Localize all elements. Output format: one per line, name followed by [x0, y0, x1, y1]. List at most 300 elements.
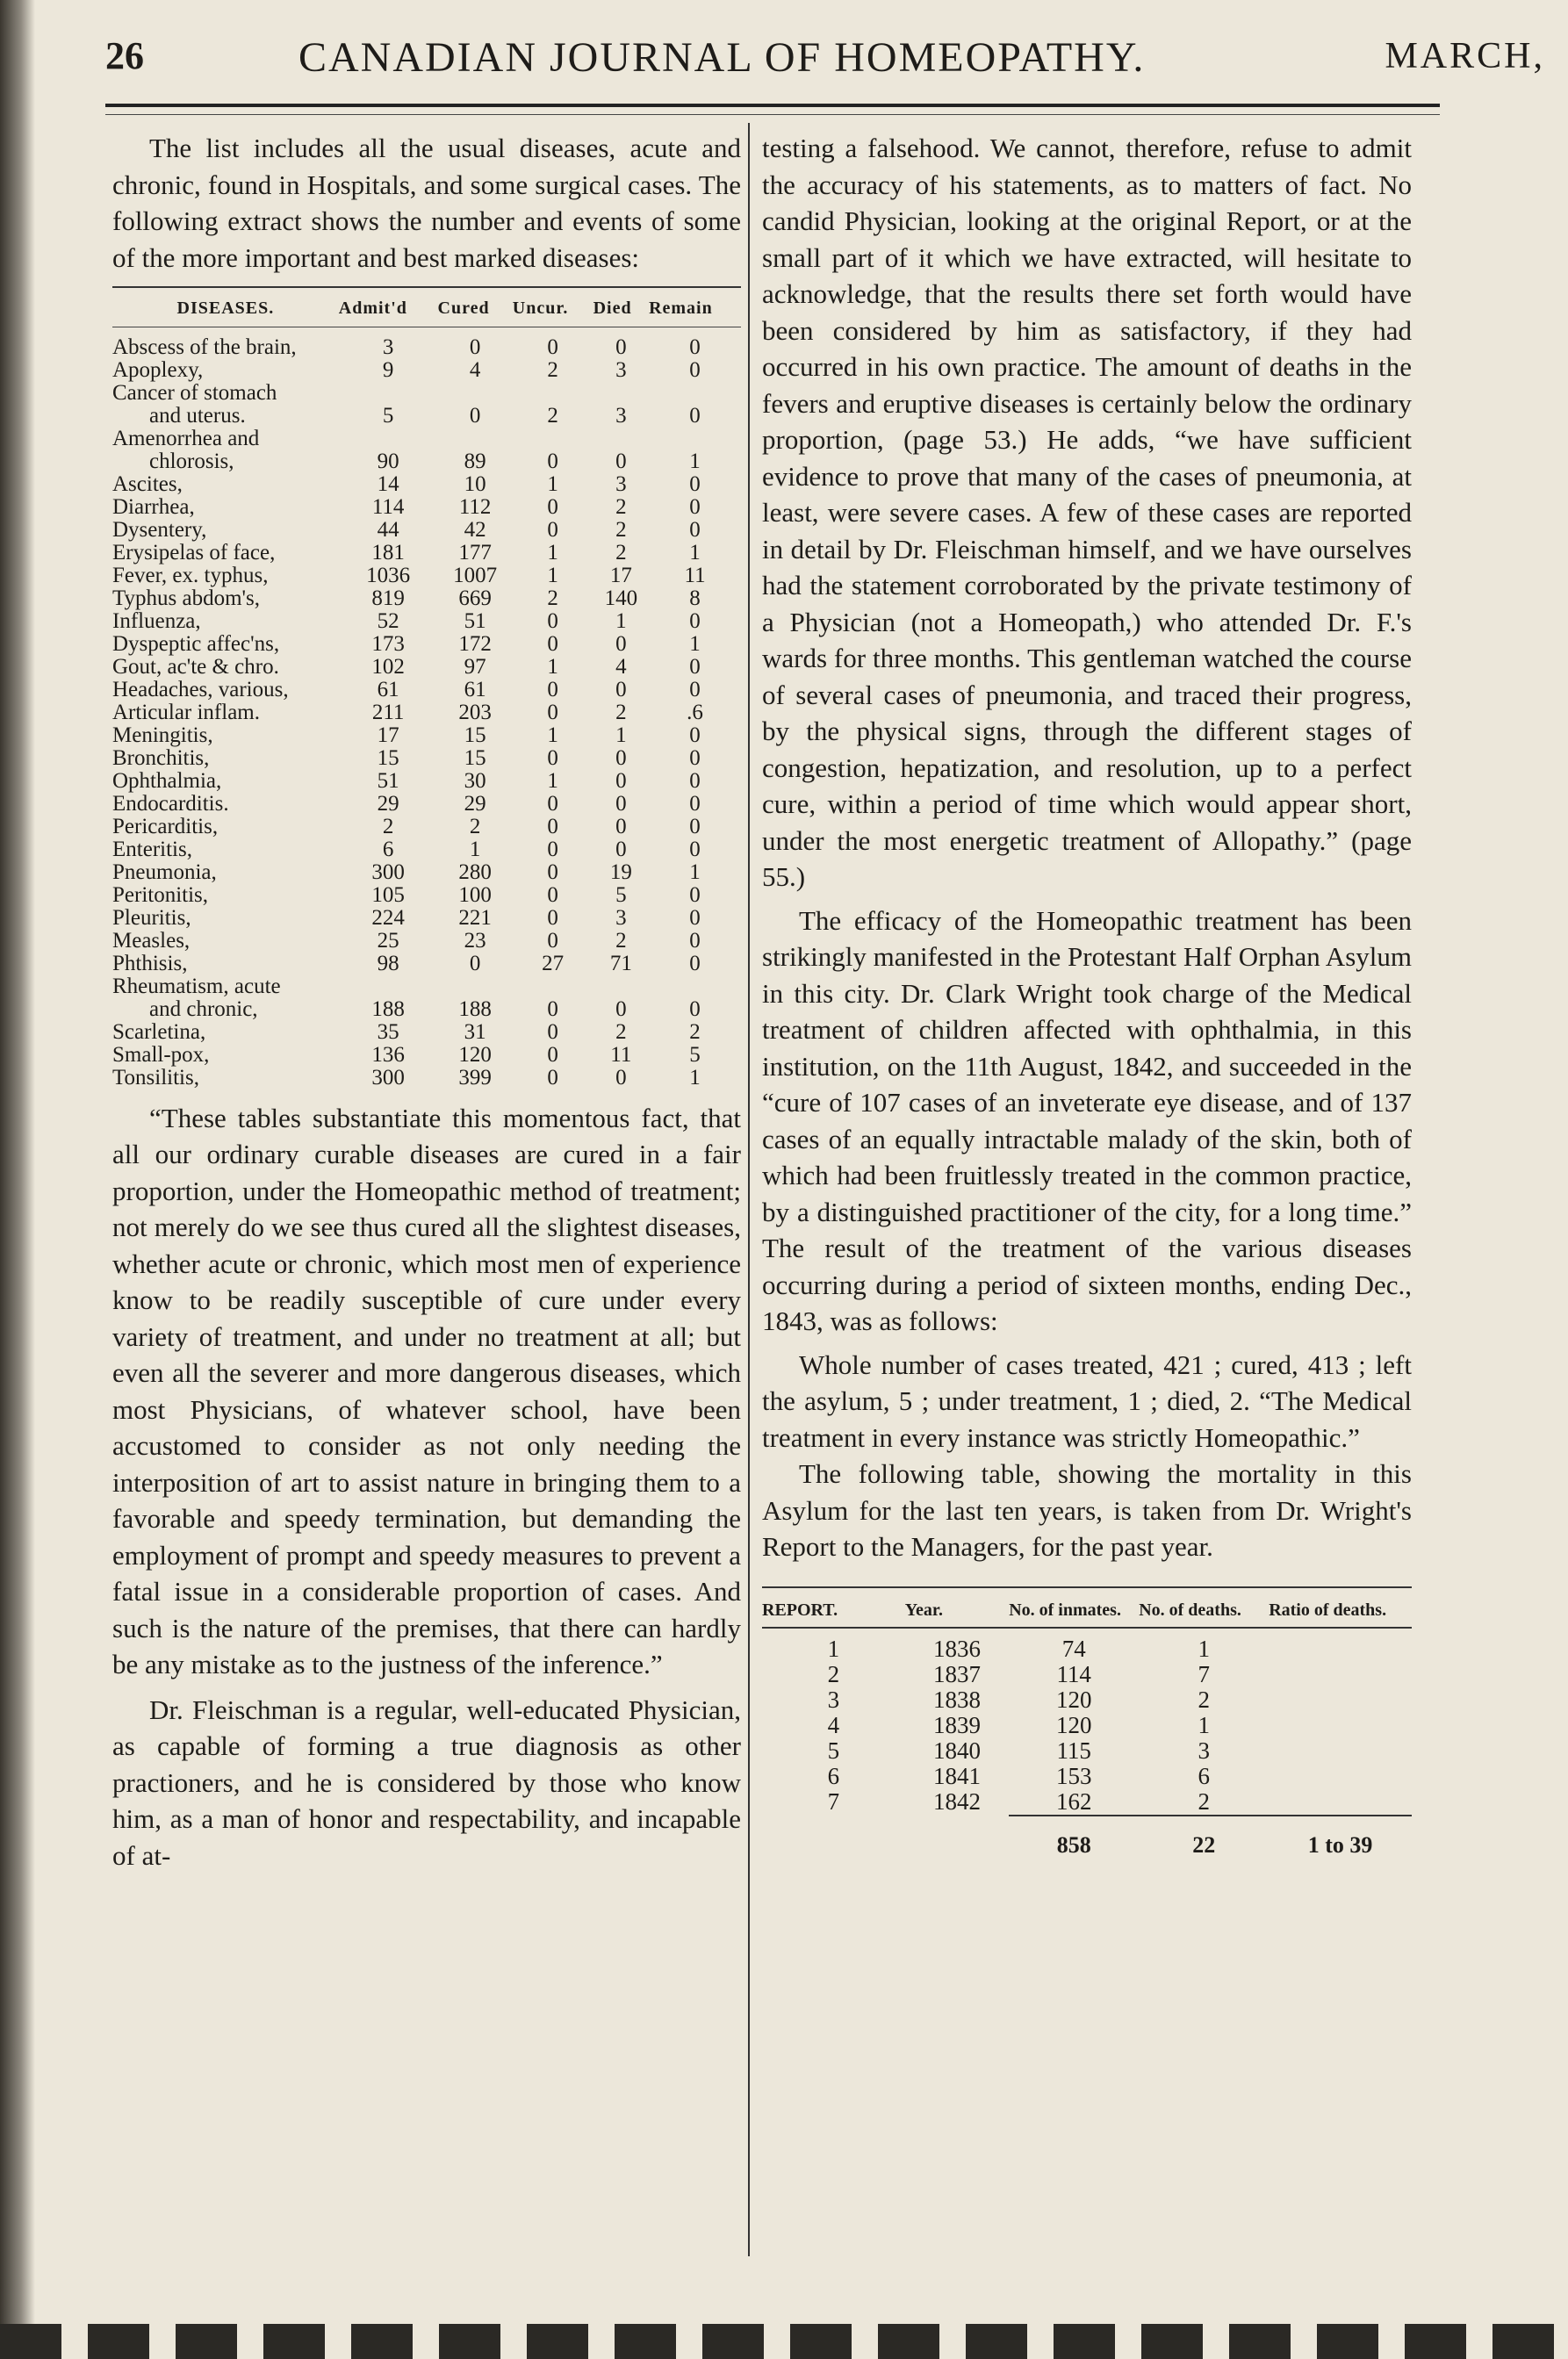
cell-cured: 0 — [469, 951, 481, 975]
cell-uncured: 1 — [547, 654, 558, 679]
report-header-row — [762, 1592, 1412, 1628]
left-column — [112, 130, 741, 1874]
col-header-report: REPORT. — [762, 1592, 905, 1628]
table-row — [112, 519, 741, 542]
cell-admitted: 90 — [377, 449, 399, 473]
cell-died: 1 — [615, 723, 627, 747]
cell-died: 0 — [615, 677, 627, 701]
cell-remain: 0 — [689, 677, 701, 701]
cell-name: Pneumonia, — [112, 859, 217, 884]
cell-admitted: 102 — [371, 654, 405, 679]
diseases-table — [112, 291, 741, 1090]
cell-name: Erysipelas of face, — [112, 540, 276, 565]
col-header-died: Died — [593, 291, 650, 327]
cell-died: 0 — [615, 334, 627, 359]
cell-name: Fever, ex. typhus, — [112, 563, 269, 587]
table-row — [112, 496, 741, 519]
column-divider — [748, 123, 750, 2256]
cell-died: 3 — [615, 471, 627, 496]
cell-uncured: 0 — [547, 608, 558, 633]
cell-cured — [438, 428, 513, 450]
cell-remain: 1 — [689, 859, 701, 884]
cell-died: 0 — [615, 768, 627, 793]
cell-remain: 0 — [689, 357, 701, 382]
cell-remain: 8 — [689, 586, 701, 610]
col-header-deaths: No. of deaths. — [1139, 1592, 1269, 1628]
cell-name: Apoplexy, — [112, 357, 204, 382]
table-row — [112, 610, 741, 633]
cell-died — [593, 428, 650, 450]
total-inmates: 858 — [1009, 1816, 1139, 1858]
cell-died: 0 — [615, 791, 627, 816]
cell-admitted: 300 — [371, 859, 405, 884]
cell-name: Ophthalmia, — [112, 768, 222, 793]
cell-uncured — [513, 975, 593, 998]
cell-remain: 0 — [689, 882, 701, 907]
cell-uncured: 0 — [547, 996, 558, 1021]
cell-deaths: 1 — [1198, 1711, 1210, 1738]
cell-admitted: 105 — [371, 882, 405, 907]
cell-remain: 2 — [689, 1019, 701, 1044]
cell-admitted — [339, 428, 438, 450]
cell-admitted: 5 — [382, 403, 394, 428]
cell-name: Typhus abdom's, — [112, 586, 261, 610]
quote-paragraph: “These tables substantiate this momentous fact, that all our ordinary curable diseases are cured in a fair proportion, under the Homeopathic method of treatment; not merely do we see thus cured all the slightest diseases, whether acute or chronic, which most men of experience know to be readily susceptible of cure under every variety of treatment, and under no treatment at all; but even all the severer and more dangerous diseases, which most Physicians, of whatever school, have been accustomed to consider as not only needing the interposition of art to assist nature in bringing them to a favorable and speedy termination, but demanding the employment of prompt and speedy measures to prevent a fatal issue in a considerable proportion of cases. And such is the nature of the premises, that there can hardly be any mistake as to the justness of the inference.” — [112, 1102, 741, 1679]
cell-cured: 280 — [458, 859, 492, 884]
cell-cured: 203 — [458, 700, 492, 724]
asylum-paragraph: The efficacy of the Homeopathic treatment has been strikingly manifested in the Protestant Half Orphan Asylum in this city. Dr. Clark Wright took charge of the Medical treatment of children affected with ophthalmia, in this institution, on the 11th August, 1842, and succeeded in the “cure of 107 cases of an inveterate eye disease, and of 137 cases of an equally intractable malady of the skin, both of which had been fruitlessly treated in the common practice, by a distinguished practitioner of the city, for a long time.” The result of the treatment of the various diseases occurring during a period of sixteen months, ending Dec., 1843, was as follows: — [762, 904, 1412, 1336]
cell-name: Enteritis, — [112, 837, 192, 861]
cell-name: Pericarditis, — [112, 814, 219, 838]
table-row — [112, 428, 741, 450]
report-row — [762, 1636, 1412, 1662]
cell-cured: 177 — [458, 540, 492, 565]
cell-inmates: 153 — [1055, 1762, 1092, 1789]
cell-inmates: 74 — [1061, 1635, 1086, 1662]
cell-inmates: 115 — [1056, 1737, 1091, 1764]
col-header-cured: Cured — [438, 291, 513, 327]
cell-uncured: 2 — [547, 357, 558, 382]
cell-cured: 1 — [469, 837, 481, 861]
cell-died — [593, 382, 650, 405]
running-header — [105, 33, 1545, 95]
cell-name: Phthisis, — [112, 951, 188, 975]
cell-admitted: 819 — [371, 586, 405, 610]
cell-admitted: 35 — [377, 1019, 399, 1044]
cell-remain: .6 — [687, 700, 703, 724]
cell-uncured: 1 — [547, 723, 558, 747]
cell-cured — [438, 975, 513, 998]
cell-cured: 10 — [464, 471, 486, 496]
cell-uncured: 0 — [547, 494, 558, 519]
cell-died: 140 — [604, 586, 638, 610]
table-row — [112, 679, 741, 701]
cell-remain: 1 — [689, 540, 701, 565]
cell-admitted: 181 — [371, 540, 405, 565]
cell-died: 2 — [615, 700, 627, 724]
cell-remain: 0 — [689, 837, 701, 861]
cell-remain: 1 — [689, 631, 701, 656]
cell-died — [593, 975, 650, 998]
table-top-rule — [112, 286, 741, 288]
col-header-year: Year. — [905, 1592, 1009, 1628]
cell-remain: 0 — [689, 768, 701, 793]
cell-admitted: 173 — [371, 631, 405, 656]
cell-admitted: 17 — [377, 723, 399, 747]
report-row — [762, 1789, 1412, 1816]
cell-name: Abscess of the brain, — [112, 334, 297, 359]
table-header-row — [112, 291, 741, 327]
cell-uncured: 0 — [547, 677, 558, 701]
cell-name: Rheumatism, acute — [112, 974, 281, 998]
cell-inmates: 120 — [1055, 1711, 1092, 1738]
spacer-row — [112, 327, 741, 336]
cell-remain: 0 — [689, 494, 701, 519]
cell-died: 1 — [615, 608, 627, 633]
cell-cured: 669 — [458, 586, 492, 610]
cell-report: 6 — [827, 1762, 840, 1789]
totals-row — [762, 1816, 1412, 1858]
cell-uncured: 27 — [542, 951, 565, 975]
journal-title: CANADIAN JOURNAL OF HOMEOPATHY. — [298, 34, 1146, 81]
cell-remain — [649, 975, 741, 998]
table-row — [112, 1044, 741, 1067]
cell-cured: 112 — [458, 494, 492, 519]
cell-uncured: 0 — [547, 517, 558, 542]
cell-remain: 0 — [689, 791, 701, 816]
cell-year: 1839 — [932, 1711, 981, 1738]
report-table-top-rule — [762, 1586, 1412, 1588]
table-row — [112, 884, 741, 907]
cell-uncured: 0 — [547, 334, 558, 359]
table-row — [112, 656, 741, 679]
col-header-uncured: Uncur. — [513, 291, 593, 327]
cell-died: 17 — [609, 563, 632, 587]
cell-died: 2 — [615, 494, 627, 519]
cell-remain: 0 — [689, 745, 701, 770]
cell-cured: 89 — [464, 449, 486, 473]
table-row — [112, 953, 741, 975]
header-rule-thin — [105, 114, 1440, 115]
cell-deaths: 1 — [1198, 1635, 1210, 1662]
cell-remain: 0 — [689, 905, 701, 930]
fleischman-paragraph: Dr. Fleischman is a regular, well-educated Physician, as capable of forming a true diagnosis as other practioners, and he is considered by those who know him, as a man of honor and respectability, and incapable of at- — [112, 1694, 741, 1871]
cell-remain: 0 — [689, 951, 701, 975]
cell-remain: 0 — [689, 608, 701, 633]
cell-cured: 29 — [464, 791, 486, 816]
mortality-table-body — [762, 1628, 1412, 1816]
cell-cured: 51 — [464, 608, 486, 633]
cell-deaths: 6 — [1198, 1762, 1210, 1789]
cell-name: Measles, — [112, 928, 191, 953]
cell-died: 3 — [615, 905, 627, 930]
cell-uncured: 0 — [547, 631, 558, 656]
cell-admitted: 29 — [377, 791, 399, 816]
report-row — [762, 1662, 1412, 1687]
cell-name: and uterus. — [149, 403, 246, 428]
cell-name: Headaches, various, — [112, 677, 289, 701]
cell-died: 11 — [610, 1042, 632, 1067]
table-row — [112, 450, 741, 473]
cell-uncured: 2 — [547, 586, 558, 610]
cell-cured: 42 — [464, 517, 486, 542]
cell-name: Scarletina, — [112, 1019, 206, 1044]
cell-deaths: 2 — [1198, 1787, 1210, 1815]
cell-admitted: 3 — [382, 334, 394, 359]
cell-name: Gout, ac'te & chro. — [112, 654, 279, 679]
cell-cured: 30 — [464, 768, 486, 793]
cell-name: and chronic, — [149, 996, 258, 1021]
cell-cured: 97 — [464, 654, 486, 679]
cell-name: Peritonitis, — [112, 882, 209, 907]
cell-name: Articular inflam. — [112, 700, 260, 724]
cases-paragraph: Whole number of cases treated, 421 ; cured, 413 ; left the asylum, 5 ; under treatment, 1 ; died, 2. “The Medical treatment in every instance was strictly Homeopathic.” — [762, 1349, 1412, 1453]
continuation-paragraph: testing a falsehood. We cannot, therefore, refuse to admit the accuracy of his statements, as to matters of fact. No candid Physician, looking at the original Report, or at the small part of it which we have extracted, will hesitate to acknowledge, that the results there set forth would have been considered by him as satisfactory, if they had occurred in his own practice. The amount of deaths in the fevers and eruptive diseases is certainly below the ordinary proportion, (page 53.) He adds, “we have sufficient evidence to prove that many of the cases of pneumonia, at least, were severe cases. A few of these cases are reported in detail by Dr. Fleischman himself, and we have ourselves had the statement corroborated by the private testimony of a Physician (not a Homeopath,) who attended Dr. F.'s wards for three months. This gentleman watched the course of several cases of pneumonia, and traced their progress, by the physical signs, through the different stages of congestion, hepatization, and resolution, up to a perfect cure, within a period of time which would appear short, under the most energetic treatment of Allopathy.” (page 55.) — [762, 133, 1412, 892]
cell-died: 0 — [615, 631, 627, 656]
cell-uncured: 1 — [547, 471, 558, 496]
cell-uncured: 0 — [547, 882, 558, 907]
scan-bottom-edge — [0, 2324, 1568, 2359]
cell-admitted: 15 — [377, 745, 399, 770]
table-row — [112, 816, 741, 838]
cell-admitted: 51 — [377, 768, 399, 793]
cell-uncured: 0 — [547, 449, 558, 473]
cell-remain: 0 — [689, 334, 701, 359]
cell-name: Bronchitis, — [112, 745, 210, 770]
intro-paragraph: The list includes all the usual diseases, acute and chronic, found in Hospitals, and some surgical cases. The following extract shows the number and events of some of the more important and best marked diseases: — [112, 133, 741, 273]
table-row — [112, 770, 741, 793]
cell-died: 5 — [615, 882, 627, 907]
table-row — [112, 542, 741, 565]
cell-admitted — [339, 975, 438, 998]
cell-uncured: 0 — [547, 1065, 558, 1090]
cell-remain: 0 — [689, 517, 701, 542]
cell-year: 1837 — [932, 1660, 981, 1687]
cell-uncured: 0 — [547, 1019, 558, 1044]
cell-remain: 0 — [689, 928, 701, 953]
table-row — [112, 998, 741, 1021]
cell-died: 2 — [615, 928, 627, 953]
cell-admitted: 52 — [377, 608, 399, 633]
cell-remain: 11 — [684, 563, 706, 587]
cell-uncured: 0 — [547, 745, 558, 770]
cell-died: 19 — [609, 859, 632, 884]
mortality-table — [762, 1592, 1412, 1858]
cell-admitted: 44 — [377, 517, 399, 542]
cell-remain: 0 — [689, 814, 701, 838]
page-number: 26 — [105, 34, 144, 77]
cell-name: Pleuritis, — [112, 905, 191, 930]
cell-admitted: 224 — [371, 905, 405, 930]
cell-remain — [649, 428, 741, 450]
ratio-of-deaths: 1 to 39 — [1269, 1816, 1412, 1858]
cell-admitted: 114 — [371, 494, 405, 519]
cell-cured: 15 — [464, 745, 486, 770]
col-header-admitted: Admit'd — [339, 291, 438, 327]
spacer-row — [762, 1628, 1412, 1636]
col-header-remain: Remain — [649, 291, 741, 327]
cell-admitted: 188 — [371, 996, 405, 1021]
cell-remain: 0 — [689, 723, 701, 747]
cell-name: Tonsilitis, — [112, 1065, 199, 1090]
table-row — [112, 793, 741, 816]
cell-admitted: 300 — [371, 1065, 405, 1090]
table-row — [112, 930, 741, 953]
cell-cured: 23 — [464, 928, 486, 953]
table-row — [112, 405, 741, 428]
cell-inmates: 120 — [1055, 1686, 1092, 1713]
cell-remain: 5 — [689, 1042, 701, 1067]
col-header-diseases: DISEASES. — [112, 291, 339, 327]
cell-uncured: 0 — [547, 1042, 558, 1067]
cell-died: 4 — [615, 654, 627, 679]
cell-name: Small-pox, — [112, 1042, 210, 1067]
cell-remain: 1 — [689, 449, 701, 473]
cell-died: 0 — [615, 837, 627, 861]
report-row — [762, 1764, 1412, 1789]
cell-report: 3 — [827, 1686, 840, 1713]
cell-died: 0 — [615, 745, 627, 770]
report-row — [762, 1687, 1412, 1713]
cell-admitted: 2 — [382, 814, 394, 838]
cell-died: 3 — [615, 357, 627, 382]
cell-admitted: 25 — [377, 928, 399, 953]
cell-cured: 61 — [464, 677, 486, 701]
cell-died: 0 — [615, 814, 627, 838]
cell-died: 3 — [615, 403, 627, 428]
cell-died: 2 — [615, 540, 627, 565]
cell-died: 0 — [615, 449, 627, 473]
table-row — [112, 907, 741, 930]
cell-admitted: 14 — [377, 471, 399, 496]
cell-cured: 15 — [464, 723, 486, 747]
cell-admitted: 61 — [377, 677, 399, 701]
table-row — [112, 1021, 741, 1044]
cell-year: 1841 — [932, 1762, 981, 1789]
cell-remain: 0 — [689, 654, 701, 679]
cell-deaths: 3 — [1198, 1737, 1210, 1764]
cell-report: 2 — [827, 1660, 840, 1687]
table-row — [112, 724, 741, 747]
cell-uncured: 0 — [547, 859, 558, 884]
cell-cured: 1007 — [453, 563, 498, 587]
cell-name: Amenorrhea and — [112, 426, 260, 450]
cell-uncured: 1 — [547, 768, 558, 793]
cell-died: 2 — [615, 517, 627, 542]
cell-uncured: 1 — [547, 540, 558, 565]
cell-uncured: 0 — [547, 837, 558, 861]
cell-report: 5 — [827, 1737, 840, 1764]
diseases-table-body — [112, 327, 741, 1090]
cell-name: Dyspeptic affec'ns, — [112, 631, 280, 656]
cell-admitted: 9 — [382, 357, 394, 382]
table-row — [112, 382, 741, 405]
cell-inmates: 162 — [1055, 1787, 1092, 1815]
table-row — [112, 861, 741, 884]
table-row — [112, 701, 741, 724]
cell-died: 0 — [615, 996, 627, 1021]
table-row — [112, 336, 741, 359]
cell-cured: 172 — [458, 631, 492, 656]
cell-uncured: 0 — [547, 928, 558, 953]
cell-uncured: 0 — [547, 905, 558, 930]
right-column — [762, 130, 1412, 1858]
table-row — [112, 1067, 741, 1090]
cell-name: Cancer of stomach — [112, 380, 277, 405]
cell-uncured: 0 — [547, 814, 558, 838]
header-rule — [105, 104, 1440, 107]
cell-cured: 0 — [469, 403, 481, 428]
cell-cured: 221 — [458, 905, 492, 930]
cell-report: 1 — [827, 1635, 840, 1662]
table-row — [112, 473, 741, 496]
cell-remain: 0 — [689, 471, 701, 496]
col-header-inmates: No. of inmates. — [1009, 1592, 1139, 1628]
cell-admitted — [339, 382, 438, 405]
cell-uncured — [513, 428, 593, 450]
report-row — [762, 1738, 1412, 1764]
cell-deaths: 2 — [1198, 1686, 1210, 1713]
cell-cured: 120 — [458, 1042, 492, 1067]
cell-remain: 0 — [689, 403, 701, 428]
cell-name: Influenza, — [112, 608, 201, 633]
cell-admitted: 6 — [382, 837, 394, 861]
report-row — [762, 1713, 1412, 1738]
table-row — [112, 975, 741, 998]
total-deaths: 22 — [1139, 1816, 1269, 1858]
cell-cured: 4 — [469, 357, 481, 382]
table-row — [112, 565, 741, 587]
cell-uncured: 0 — [547, 700, 558, 724]
cell-name: chlorosis, — [149, 449, 234, 473]
cell-died: 2 — [615, 1019, 627, 1044]
cell-year: 1840 — [932, 1737, 981, 1764]
cell-deaths: 7 — [1198, 1660, 1210, 1687]
cell-year: 1838 — [932, 1686, 981, 1713]
cell-cured — [438, 382, 513, 405]
cell-remain — [649, 382, 741, 405]
cell-uncured — [513, 382, 593, 405]
cell-cured: 31 — [464, 1019, 486, 1044]
cell-cured: 399 — [458, 1065, 492, 1090]
cell-died: 0 — [615, 1065, 627, 1090]
cell-admitted: 136 — [371, 1042, 405, 1067]
cell-uncured: 1 — [547, 563, 558, 587]
cell-remain: 0 — [689, 996, 701, 1021]
table-row — [112, 633, 741, 656]
cell-name: Endocarditis. — [112, 791, 229, 816]
cell-report: 4 — [827, 1711, 840, 1738]
cell-report: 7 — [827, 1788, 840, 1815]
cell-cured: 2 — [469, 814, 481, 838]
cell-cured: 0 — [469, 334, 481, 359]
cell-died: 71 — [609, 951, 632, 975]
cell-inmates: 114 — [1056, 1660, 1091, 1687]
cell-cured: 188 — [458, 996, 492, 1021]
table-row — [112, 747, 741, 770]
cell-name: Ascites, — [112, 471, 183, 496]
table-row — [112, 587, 741, 610]
cell-remain: 1 — [689, 1065, 701, 1090]
cell-name: Meningitis, — [112, 723, 213, 747]
table-intro-paragraph: The following table, showing the mortality in this Asylum for the last ten years, is taken from Dr. Wright's Report to the Managers, for the past year. — [762, 1458, 1412, 1562]
cell-admitted: 98 — [377, 951, 399, 975]
cell-name: Dysentery, — [112, 517, 207, 542]
cell-uncured: 0 — [547, 791, 558, 816]
cell-year: 1836 — [932, 1635, 981, 1662]
cell-year: 1842 — [932, 1788, 981, 1815]
cell-cured: 100 — [458, 882, 492, 907]
